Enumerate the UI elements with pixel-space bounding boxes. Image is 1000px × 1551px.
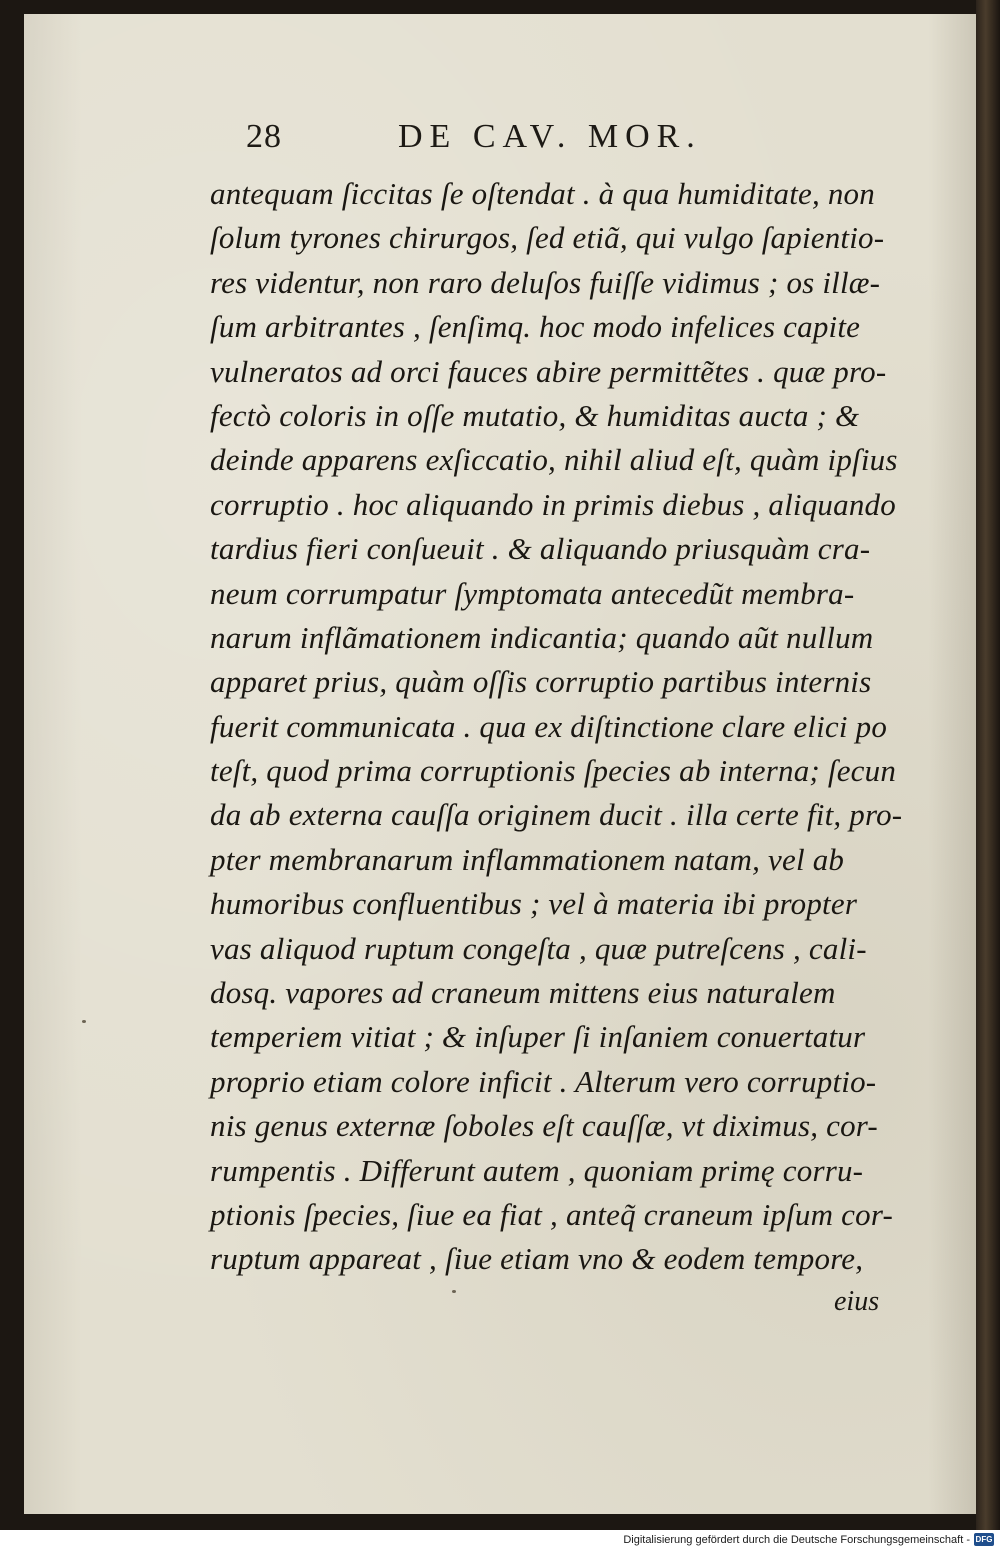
text-line: corruptio . hoc aliquando in primis diebus , aliquando [210, 486, 896, 522]
text-line: ſum arbitrantes , ſenſimq. hoc modo infelices capite [210, 309, 861, 345]
text-line: ſolum tyrones chirurgos, ſed etiã, qui vulgo ſapientio- [210, 220, 885, 256]
text-line: ruptum appareat , ſiue etiam vno & eodem tempore, [210, 1241, 864, 1277]
paper-speck [452, 1290, 456, 1293]
text-line: nis genus externæ ſoboles eſt cauſſæ, vt diximus, cor- [210, 1108, 878, 1144]
dfg-logo: DFG [975, 1535, 993, 1544]
text-line: antequam ſiccitas ſe oſtendat . à qua humiditate, non [210, 176, 875, 211]
page-header [24, 114, 986, 164]
text-line: teſt, quod prima corruptionis ſpecies ab interna; ſecun [210, 753, 897, 789]
text-line: proprio etiam colore inficit . Alterum vero corruptio- [210, 1063, 877, 1099]
text-line: da ab externa cauſſa originem ducit . illa certe fit, pro- [210, 797, 903, 833]
text-line: vas aliquod ruptum congeſta , quæ putreſcens , cali- [210, 930, 867, 966]
text-line: temperiem vitiat ; & inſuper ſi inſaniem conuertatur [210, 1019, 866, 1055]
page [24, 14, 986, 1514]
text-line: dosq. vapores ad craneum mittens eius naturalem [210, 975, 836, 1011]
body-text [210, 172, 962, 1282]
text-line: ptionis ſpecies, ſiue ea fiat , anteq̃ craneum ipſum cor- [210, 1196, 893, 1232]
text-line: deinde apparens exſiccatio, nihil aliud eſt, quàm ipſius [210, 442, 898, 478]
catchword: eius [834, 1286, 880, 1317]
funding-credit: Digitalisierung gefördert durch die Deutsche Forschungsgemeinschaft - [623, 1534, 970, 1546]
text-line: humoribus confluentibus ; vel à materia ibi propter [210, 886, 858, 922]
text-line: apparet prius, quàm oſſis corruptio partibus internis [210, 664, 872, 700]
page-number: 28 [246, 118, 282, 155]
book-spine-edge [976, 0, 1000, 1530]
text-line: fectò coloris in oſſe mutatio, & humiditas aucta ; & [210, 397, 860, 433]
text-line: fuerit communicata . qua ex diſtinctione clare elici po [210, 708, 888, 744]
text-line: vulneratos ad orci fauces abire permittẽtes . quæ pro- [210, 353, 887, 389]
paper-speck [82, 1020, 86, 1023]
text-line: pter membranarum inflammationem natam, vel ab [210, 841, 845, 877]
text-line: narum inflãmationem indicantia; quando aũt nullum [210, 619, 874, 655]
text-line: rumpentis . Differunt autem , quoniam primę corru- [210, 1152, 864, 1188]
digitization-footer [0, 1530, 1000, 1551]
text-line: res videntur, non raro deluſos fuiſſe vidimus ; os illæ- [210, 264, 881, 300]
running-head: DE CAV. MOR. [398, 118, 702, 155]
text-line: tardius fieri conſueuit . & aliquando priusquàm cra- [210, 531, 871, 567]
text-line: neum corrumpatur ſymptomata antecedũt membra- [210, 575, 855, 611]
